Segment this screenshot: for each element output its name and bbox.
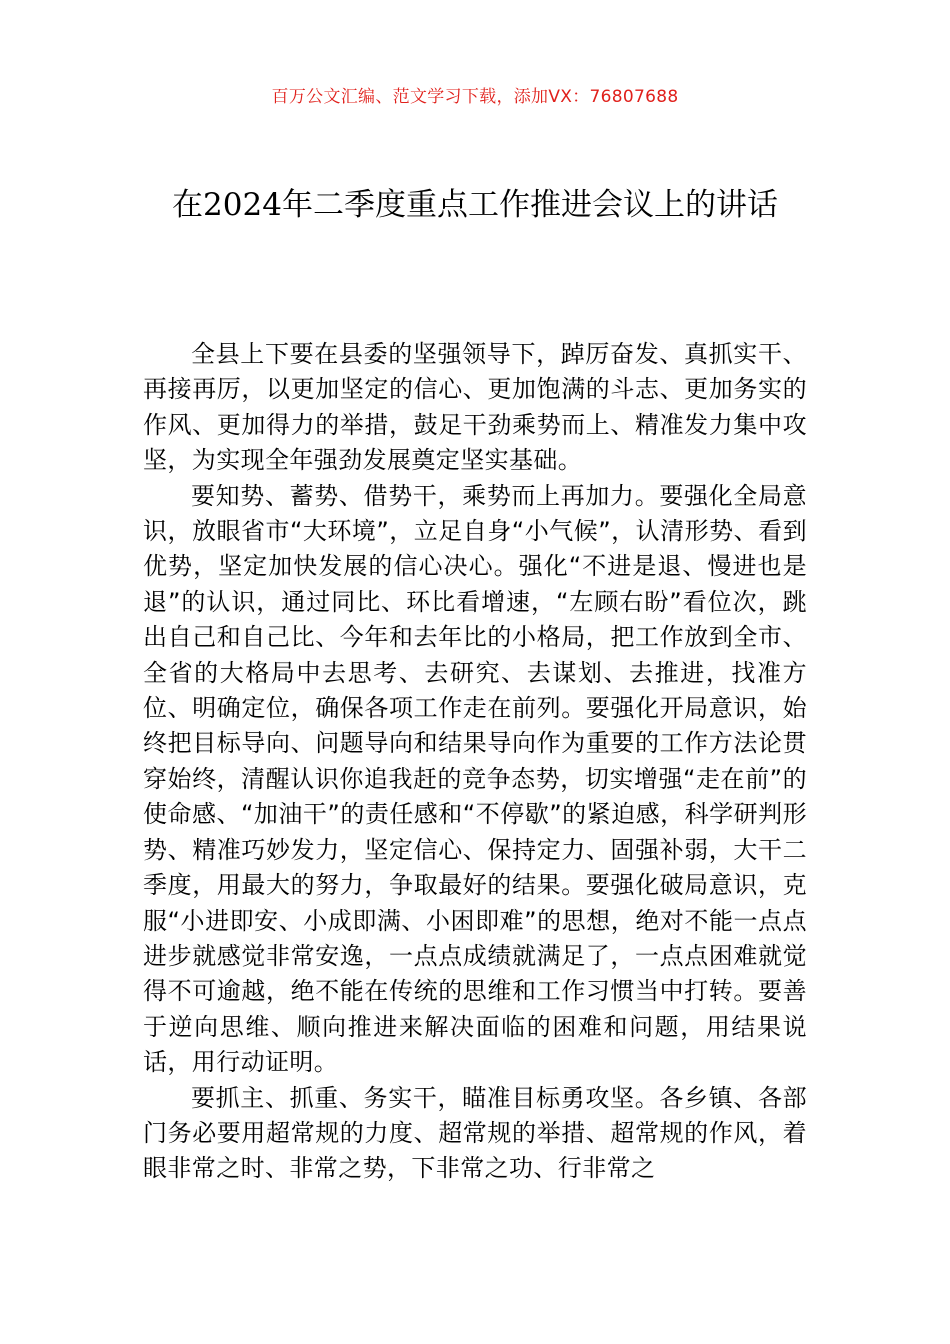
paragraph: 要知势、蓄势、借势干，乘势而上再加力。要强化全局意识，放眼省市“大环境”，立足自身“小气候”，认清形势、看到优势，坚定加快发展的信心决心。强化“不进是退、慢进也是退”的认识，通过同比、环比看增速，“左顾右盼”看位次，跳出自己和自己比、今年和去年比的小格局，把工作放到全市、全省的大格局中去思考、去研究、去谋划、去推进，找准方位、明确定位，确保各项工作走在前列。要强化开局意识，始终把目标导向、问题导向和结果导向作为重要的工作方法论贯穿始终，清醒认识你追我赶的竞争态势，切实增强“走在前”的使命感、“加油干”的责任感和“不停歇”的紧迫感，科学研判形势、精准巧妙发力，坚定信心、保持定力、固强补弱，大干二季度，用最大的努力，争取最好的结果。要强化破局意识，克服“小进即安、小成即满、小困即难”的思想，绝对不能一点点进步就感觉非常安逸，一点点成绩就满足了，一点点困难就觉得不可逾越，绝不能在传统的思维和工作习惯当中打转。要善于逆向思维、顺向推进来解决面临的困难和问题，用结果说话，用行动证明。 bbox=[143, 481, 807, 1077]
page-title: 在2024年二季度重点工作推进会议上的讲话 bbox=[172, 187, 778, 223]
document-body bbox=[143, 337, 807, 1187]
paragraph: 全县上下要在县委的坚强领导下，踔厉奋发、真抓实干、再接再厉，以更加坚定的信心、更加饱满的斗志、更加务实的作风、更加得力的举措，鼓足干劲乘势而上、精准发力集中攻坚，为实现全年强劲发展奠定坚实基础。 bbox=[143, 340, 807, 475]
paragraph: 要抓主、抓重、务实干，瞄准目标勇攻坚。各乡镇、各部门务必要用超常规的力度、超常规的举措、超常规的作风，着眼非常之时、非常之势，下非常之功、行非常之 bbox=[143, 1083, 807, 1183]
promo-banner: 百万公文汇编、范文学习下载，添加VX：76807688 bbox=[271, 87, 679, 107]
